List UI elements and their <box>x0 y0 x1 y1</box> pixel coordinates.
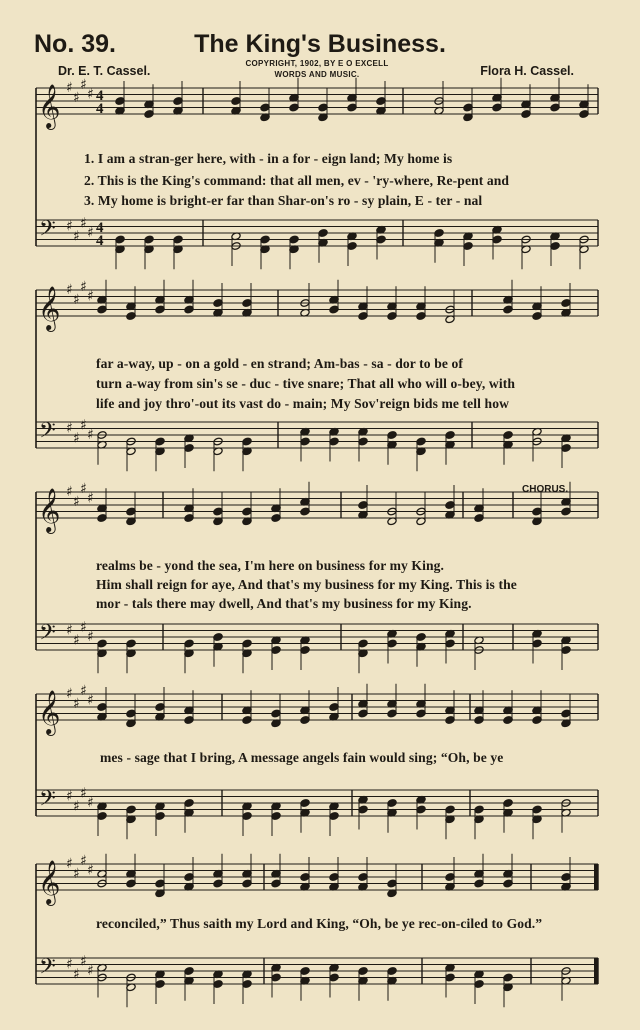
sharp-sign: ♯ <box>87 963 94 979</box>
sharp-sign: ♯ <box>87 795 94 811</box>
lyric-line: turn a-way from sin's se - duc - tive snare; That all who will o-bey, with <box>96 376 516 391</box>
sharp-sign: ♯ <box>87 288 94 305</box>
treble-clef: 𝄞 <box>38 860 61 904</box>
sharp-sign: ♯ <box>87 490 94 507</box>
treble-clef: 𝄞 <box>38 488 61 532</box>
copyright-line: WORDS AND MUSIC. <box>274 70 360 79</box>
treble-clef: 𝄞 <box>38 286 61 330</box>
sharp-sign: ♯ <box>80 852 87 869</box>
sharp-sign: ♯ <box>66 956 73 973</box>
sharp-sign: ♯ <box>80 215 87 232</box>
final-barline <box>594 958 598 984</box>
sharp-sign: ♯ <box>80 417 87 434</box>
lyric-line: 1. I am a stran-ger here, with - in a for - eign land; My home is <box>84 151 453 166</box>
lyric-line: realms be - yond the sea, I'm here on business for my King. <box>96 558 445 573</box>
sharp-sign: ♯ <box>87 225 94 241</box>
bass-clef: 𝄢 <box>39 216 56 247</box>
sharp-sign: ♯ <box>73 89 80 106</box>
sharp-sign: ♯ <box>87 862 94 879</box>
sharp-sign: ♯ <box>73 493 80 510</box>
sharp-sign: ♯ <box>87 86 94 103</box>
lyric-line: far a-way, up - on a gold - en strand; Am-bas - sa - dor to be of <box>96 356 464 371</box>
sharp-sign: ♯ <box>66 484 73 500</box>
sharp-sign: ♯ <box>80 682 87 699</box>
final-barline <box>594 864 598 890</box>
sharp-sign: ♯ <box>66 788 73 805</box>
lyric-line: life and joy thro'-out its vast do - main; My Sov'reign bids me tell how <box>96 396 510 411</box>
lyric-line: 3. My home is bright-er far than Shar-on's ro - sy plain, E - ter - nal <box>84 193 483 208</box>
sharp-sign: ♯ <box>66 856 73 872</box>
sharp-sign: ♯ <box>73 695 80 712</box>
sharp-sign: ♯ <box>73 966 80 983</box>
time-signature-top: 4 <box>96 88 104 104</box>
bass-clef: 𝄢 <box>39 954 56 985</box>
sharp-sign: ♯ <box>80 278 87 295</box>
sharp-sign: ♯ <box>73 228 80 245</box>
sharp-sign: ♯ <box>66 420 73 437</box>
sharp-sign: ♯ <box>87 692 94 709</box>
sharp-sign: ♯ <box>80 953 87 970</box>
sharp-sign: ♯ <box>87 629 94 645</box>
sharp-sign: ♯ <box>66 622 73 639</box>
treble-clef: 𝄞 <box>38 84 61 128</box>
time-signature-top: 4 <box>96 220 104 236</box>
sharp-sign: ♯ <box>66 282 73 298</box>
bass-clef: 𝄢 <box>39 620 56 651</box>
lyric-line: mes - sage that I bring, A message angels fain would sing; “Oh, be ye <box>100 750 504 765</box>
sharp-sign: ♯ <box>73 798 80 815</box>
copyright-line: COPYRIGHT, 1902, BY E O EXCELL <box>245 59 389 68</box>
sharp-sign: ♯ <box>73 632 80 649</box>
sharp-sign: ♯ <box>66 80 73 96</box>
hymn-number: No. 39. <box>34 30 116 58</box>
composer-credit: Dr. E. T. Cassel. <box>58 64 151 78</box>
lyric-line: mor - tals there may dwell, And that's my business for my King. <box>96 596 472 611</box>
sharp-sign: ♯ <box>80 76 87 93</box>
sharp-sign: ♯ <box>73 291 80 308</box>
sharp-sign: ♯ <box>66 218 73 235</box>
chorus-label: CHORUS. <box>522 484 569 495</box>
lyric-line: 2. This is the King's command: that all men, ev - 'ry-where, Re-pent and <box>84 173 510 188</box>
sharp-sign: ♯ <box>73 865 80 882</box>
author-credit: Flora H. Cassel. <box>480 64 574 78</box>
time-signature-bottom: 4 <box>96 101 104 117</box>
lyric-line: reconciled,” Thus saith my Lord and King, “Oh, be ye rec-on-ciled to God.” <box>96 916 543 931</box>
sharp-sign: ♯ <box>80 480 87 497</box>
sharp-sign: ♯ <box>66 686 73 702</box>
bass-clef: 𝄢 <box>39 418 56 449</box>
sharp-sign: ♯ <box>87 427 94 443</box>
musical-notation <box>36 77 598 1008</box>
time-signature-bottom: 4 <box>96 233 104 249</box>
sharp-sign: ♯ <box>80 785 87 802</box>
sharp-sign: ♯ <box>80 619 87 636</box>
staff-lines <box>36 88 598 984</box>
treble-clef: 𝄞 <box>38 690 61 734</box>
hymn-title: The King's Business. <box>194 30 446 58</box>
sharp-sign: ♯ <box>73 430 80 447</box>
bass-clef: 𝄢 <box>39 786 56 817</box>
lyric-line: Him shall reign for aye, And that's my business for my King. This is the <box>96 577 517 592</box>
